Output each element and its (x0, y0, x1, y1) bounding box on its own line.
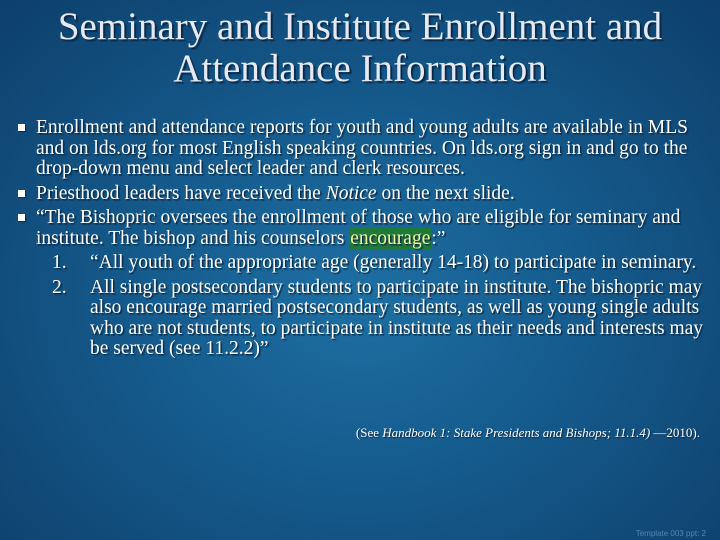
slide-footer: Template 003 ppt: 2 (635, 529, 706, 538)
citation-italic: Handbook 1: Stake Presidents and Bishops; 11.1.4) (382, 425, 651, 440)
item-text: “All youth of the appropriate age (generally 14-18) to participate in seminary. (90, 252, 697, 273)
square-bullet-icon (18, 124, 25, 131)
item-text: All single postsecondary students to participate in institute. The bishopric may also encourage married postsecondary students, as well as young single adults who are not students, to participate in institute as their needs and interests may be served (see 11.2.2)” (90, 276, 704, 359)
bullet-item (18, 208, 708, 249)
bullet-text-italic: Notice (325, 182, 377, 204)
numbered-item (18, 278, 708, 360)
highlighted-word: encourage (350, 227, 431, 249)
bullet-text-before: Priesthood leaders have received the (36, 182, 326, 204)
citation-after: —2010). (650, 425, 700, 440)
bullet-list (18, 118, 708, 364)
slide-title-line-2: Attendance Information (173, 47, 547, 90)
bullet-item (18, 118, 708, 180)
citation (356, 425, 700, 441)
numbered-item (18, 253, 708, 274)
square-bullet-icon (18, 190, 25, 197)
slide-title (0, 6, 720, 90)
bullet-text: Enrollment and attendance reports for youth and young adults are available in MLS and on lds.org for most English speaking countries. On lds.org sign in and go to the drop-down menu and select leader and clerk resources. (36, 117, 688, 179)
bullet-item (18, 184, 708, 205)
citation-before: (See (355, 425, 383, 440)
slide-title-line-1: Seminary and Institute Enrollment and (57, 5, 663, 48)
numbered-list (18, 253, 708, 360)
bullet-text-after: on the next slide. (376, 182, 515, 204)
bullet-text (36, 183, 515, 204)
item-number: 1. (52, 252, 67, 273)
bullet-text (36, 207, 680, 249)
bullet-text-before: “The Bishopric oversees the enrollment of those who are eligible for seminary and institute. The bishop and his counselors (36, 207, 681, 249)
item-number: 2. (52, 276, 67, 298)
bullet-text-after: :” (431, 227, 446, 249)
square-bullet-icon (18, 214, 25, 221)
